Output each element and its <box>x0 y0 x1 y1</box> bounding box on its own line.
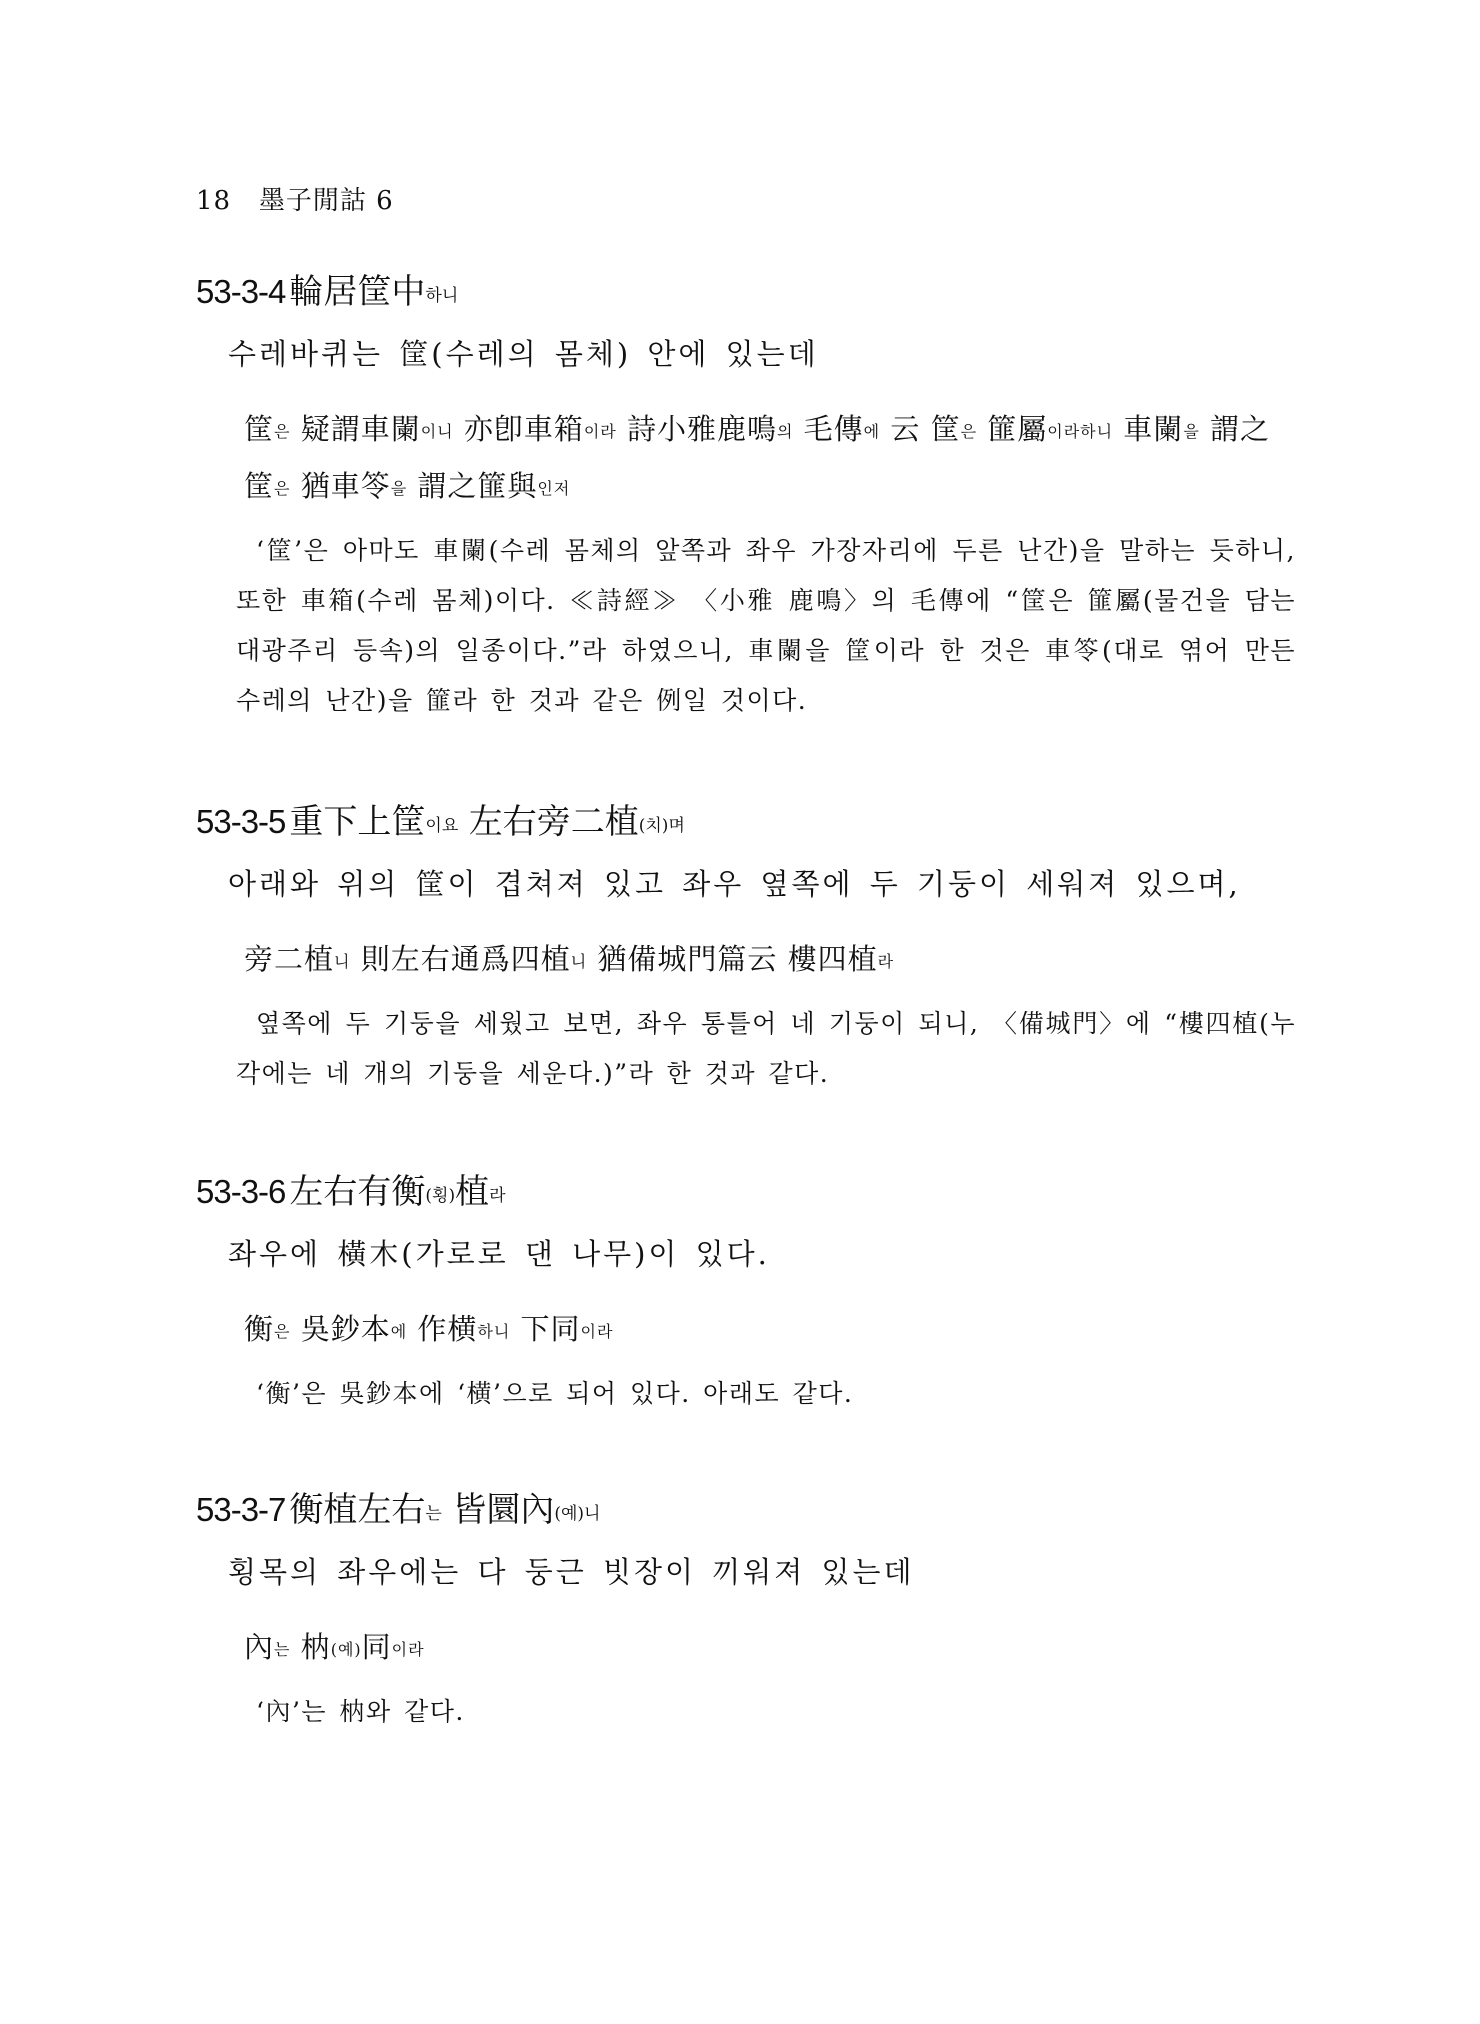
entry-heading: 53-3-5 重下上筐이요 左右旁二植(치)며 <box>196 802 685 842</box>
particle: 하니 <box>425 286 459 306</box>
entry-number: 53-3-6 <box>196 1173 286 1210</box>
entry-heading: 53-3-6 左右有衡(횡)植라 <box>196 1172 506 1212</box>
entry-number: 53-3-7 <box>196 1491 286 1528</box>
entry-heading: 53-3-7 衡植左右는 皆圜內(예)니 <box>196 1490 601 1530</box>
translation: 좌우에 橫木(가로로 댄 나무)이 있다. <box>228 1237 770 1271</box>
commentary: ‘衡’은 吳鈔本에 ‘横’으로 되어 있다. 아래도 같다. <box>256 1379 854 1408</box>
translation: 수레바퀴는 筐(수레의 몸체) 안에 있는데 <box>228 337 819 371</box>
entry-53-3-5 <box>196 800 1296 1099</box>
annotation: 筐은 疑謂車闌이니 亦卽車箱이라 詩小雅鹿鳴의 毛傳에 云 筐은 篚屬이라하니 車闌을 謂之筐은 猶車笭을 謂之篚與인저 <box>244 412 1270 503</box>
annotation: 內는 枘(예)同이라 <box>244 1630 425 1664</box>
entry-53-3-4 <box>196 270 1296 726</box>
running-head <box>196 180 394 217</box>
book-title: 墨子閒詁 6 <box>258 186 394 216</box>
commentary: 옆쪽에 두 기둥을 세웠고 보면, 좌우 통틀어 네 기둥이 되니, 〈備城門〉에 “樓四植(누각에는 네 개의 기둥을 세운다.)”라 한 것과 같다. <box>236 1009 1296 1088</box>
annotation: 旁二植니 則左右通爲四植니 猶備城門篇云 樓四植라 <box>244 942 895 976</box>
translation: 아래와 위의 筐이 겹쳐져 있고 좌우 옆쪽에 두 기둥이 세워져 있으며, <box>228 867 1241 901</box>
commentary: ‘筐’은 아마도 車闌(수레 몸체의 앞쪽과 좌우 가장자리에 두른 난간)을 말하는 듯하니, 또한 車箱(수레 몸체)이다. ≪詩經≫ 〈小雅 鹿鳴〉의 毛傳에 “筐은 篚屬(물건을 담는 대광주리 등속)의 일종이다.”라 하였으니, 車闌을 筐이라 한 것은 車笭(대로 엮어 만든 수레의 난간)을 篚라 한 것과 같은 例일 것이다. <box>236 536 1296 715</box>
page-number: 18 <box>196 186 232 216</box>
entry-text: 輪居筐中 <box>289 272 426 312</box>
annotation: 衡은 吳鈔本에 作横하니 下同이라 <box>244 1312 614 1346</box>
translation: 횡목의 좌우에는 다 둥근 빗장이 끼워져 있는데 <box>228 1555 915 1589</box>
entry-53-3-6 <box>196 1170 1296 1419</box>
entry-number: 53-3-5 <box>196 803 286 840</box>
entry-53-3-7 <box>196 1488 1296 1737</box>
commentary: ‘內’는 枘와 같다. <box>256 1697 465 1726</box>
entry-number: 53-3-4 <box>196 273 286 310</box>
entry-heading <box>196 270 1296 318</box>
